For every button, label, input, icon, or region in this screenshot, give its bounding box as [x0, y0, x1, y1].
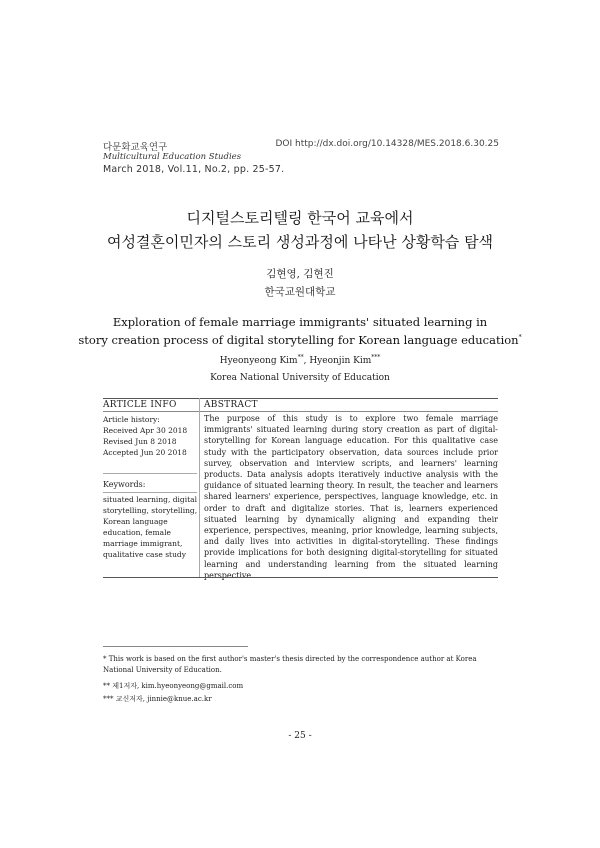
info-top-rule — [103, 398, 498, 399]
affiliation-english: Korea National University of Education — [210, 373, 390, 383]
doi-link[interactable]: DOI http://dx.doi.org/10.14328/MES.2018.6.30.25 — [275, 139, 499, 149]
author-2: Hyeonjin Kim — [309, 356, 372, 366]
revised-date: Revised Jun 8 2018 — [103, 437, 177, 446]
title-english-line-2 — [0, 333, 600, 347]
author-1-marker: ** — [297, 354, 304, 361]
received-date: Received Apr 30 2018 — [103, 426, 188, 435]
authors-korean: 김현영, 김현진 — [266, 268, 334, 280]
abstract-text: The purpose of this study is to explore two female marriage immigrants' situated learning during story creation as part of digital-storytelling for Korean language education. For this qualitative case study with the participatory observation, data sources include prior survey, observation and interview scripts, and learners' learning products. Data analysis adopts iteratively inductive analysis with the guidance of situated learning theory. In result, the teacher and learners shared learners' experience, perspectives, language knowledge, etc. in order to draft and digitalize stories. That is, learners experienced situated learning by dynamically aligning and expanding their experience, perspectives, meaning, prior knowledge, learning subjects, and daily lives into activities in digital-storytelling. These findings provide implications for both designing digital-storytelling for situated learning and understanding learning from the situated learning perspective. — [204, 414, 498, 580]
keywords-list: situated learning, digital storytelling, storytelling, Korean language education, female marriage immigrant, qualitative case study — [103, 495, 198, 559]
journal-issue: March 2018, Vol.11, No.2, pp. 25-57. — [103, 164, 285, 175]
footnote-rule — [103, 646, 248, 647]
footnote-2: ** 제1저자, kim.hyeonyeong@gmail.com — [103, 682, 244, 690]
author-separator: , — [303, 356, 310, 366]
title-english-line-1: Exploration of female marriage immigrants' situated learning in — [112, 315, 488, 329]
info-bottom-rule — [103, 577, 498, 578]
keywords-heading: Keywords: — [103, 480, 146, 489]
author-1: Hyeonyeong Kim — [219, 356, 298, 366]
keywords-header-rule — [103, 492, 197, 493]
keywords-top-rule — [103, 473, 197, 474]
authors-english — [0, 354, 600, 366]
info-header-rule — [103, 411, 498, 412]
article-history — [103, 414, 197, 458]
title-korean-line-1: 디지털스토리텔링 한국어 교육에서 — [186, 209, 414, 227]
title-english-line-2-text: story creation process of digital storytelling for Korean language education — [78, 333, 519, 347]
footnote-3: *** 교신저자, jinnie@knue.ac.kr — [103, 695, 212, 703]
history-label: Article history: — [103, 415, 160, 424]
accepted-date: Accepted Jun 20 2018 — [103, 448, 187, 457]
abstract-heading: ABSTRACT — [204, 400, 258, 410]
journal-name-korean: 다문화교육연구 — [103, 142, 168, 153]
article-info-heading: ARTICLE INFO — [103, 400, 177, 410]
journal-name-english: Multicultural Education Studies — [103, 152, 242, 162]
title-footnote-marker: * — [518, 334, 522, 342]
title-korean-line-2: 여성결혼이민자의 스토리 생성과정에 나타난 상황학습 탐색 — [106, 233, 494, 251]
page-number: - 25 - — [288, 731, 312, 741]
affiliation-korean: 한국교원대학교 — [264, 286, 336, 298]
column-divider — [199, 398, 200, 577]
footnote-1: * This work is based on the first author's master's thesis directed by the correspondence author at Korea National University of Education. — [103, 655, 477, 674]
author-2-marker: *** — [371, 354, 381, 361]
